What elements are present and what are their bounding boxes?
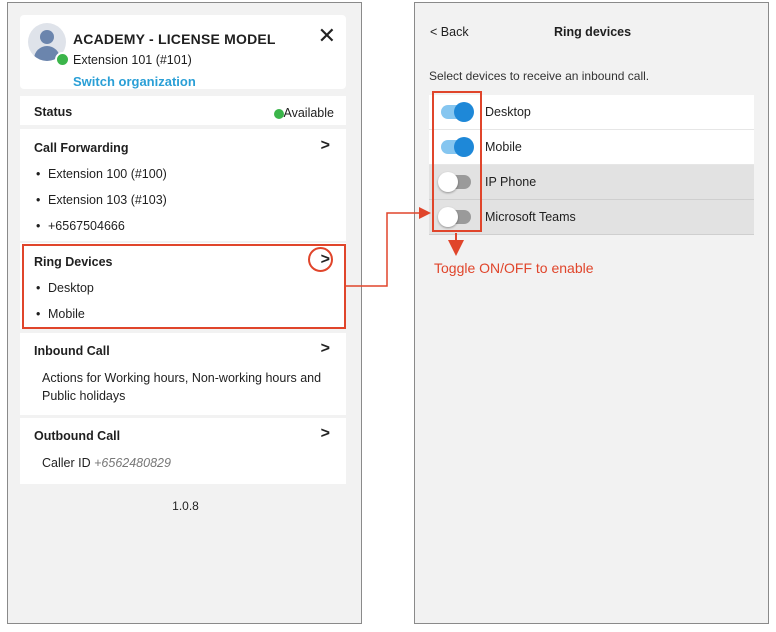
connector-arrow <box>346 213 428 286</box>
app-version: 1.0.8 <box>172 499 199 513</box>
list-item: • Extension 103 (#103) <box>48 193 167 207</box>
chevron-right-icon[interactable]: > <box>320 137 330 154</box>
switch-organization-link[interactable]: Switch organization <box>73 74 196 89</box>
caller-id-value: +6562480829 <box>94 456 171 470</box>
list-item: • Mobile <box>48 307 85 321</box>
inbound-call-label: Inbound Call <box>34 344 110 358</box>
page-subtitle: Select devices to receive an inbound call. <box>429 69 650 83</box>
page-title: Ring devices <box>553 25 632 39</box>
inbound-call-description: Actions for Working hours, Non-working hours and Public holidays <box>42 371 322 403</box>
device-label: Desktop <box>485 105 531 119</box>
organization-name: ACADEMY - LICENSE MODEL <box>73 31 276 47</box>
annotation-note: Toggle ON/OFF to enable <box>434 260 594 276</box>
list-item: • Extension 100 (#100) <box>48 167 167 181</box>
status-label: Status <box>34 105 73 119</box>
list-item: • +6567504666 <box>48 219 125 233</box>
device-label: Microsoft Teams <box>485 210 576 224</box>
back-label: Back <box>440 25 469 39</box>
device-label: IP Phone <box>485 175 537 189</box>
close-icon[interactable]: ✕ <box>317 23 336 48</box>
chevron-right-icon[interactable]: > <box>320 251 330 268</box>
device-label: Mobile <box>485 140 522 154</box>
extension-label: Extension 101 (#101) <box>73 53 192 67</box>
ring-devices-label: Ring Devices <box>34 255 113 269</box>
outbound-call-label: Outbound Call <box>34 429 121 443</box>
caller-id-label: Caller ID <box>42 456 91 470</box>
chevron-right-icon[interactable]: > <box>320 425 330 442</box>
status-value: Available <box>283 106 334 120</box>
list-item: • Desktop <box>48 281 94 295</box>
call-forwarding-label: Call Forwarding <box>34 141 129 155</box>
chevron-left-icon: < <box>430 25 438 39</box>
chevron-right-icon[interactable]: > <box>320 340 330 357</box>
